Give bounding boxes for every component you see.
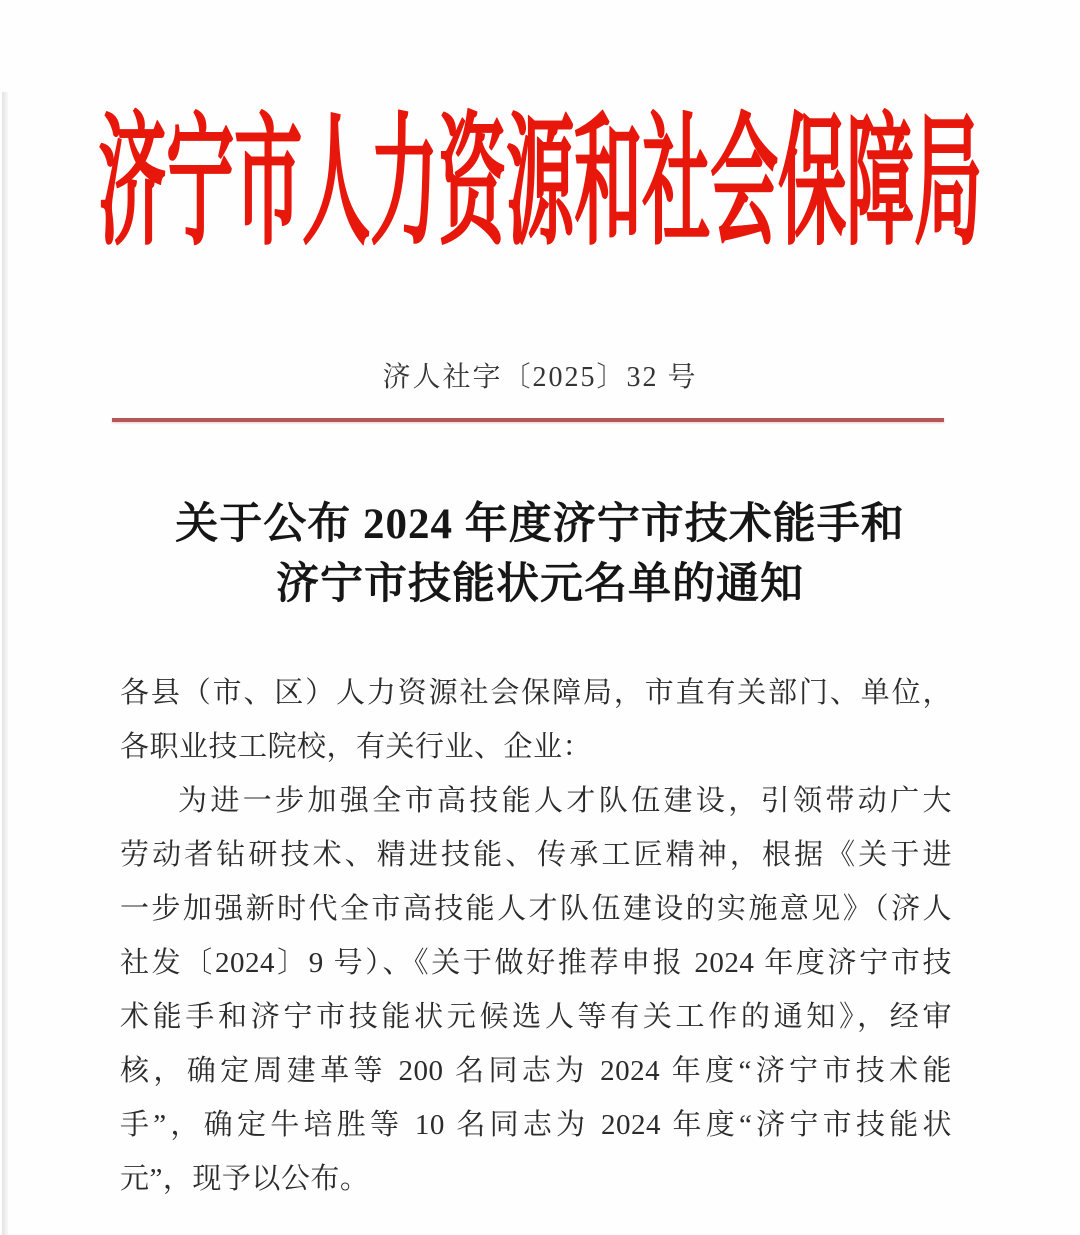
document-number: 济人社字〔2025〕32 号 [382, 362, 698, 393]
body-line: 术能手和济宁市技能状元候选人等有关工作的通知》，经审 [120, 1001, 952, 1033]
salutation-line: 各县（市、区）人力资源社会保障局，市直有关部门、单位， [120, 677, 952, 709]
document-title-line1: 关于公布 2024 年度济宁市技术能手和 [175, 501, 905, 548]
salutation-line: 各职业技工院校，有关行业、企业： [120, 731, 593, 763]
body-line: 一步加强新时代全市高技能人才队伍建设的实施意见》（济人 [120, 893, 952, 925]
document-body [120, 666, 952, 1206]
body-line: 手”，确定牛培胜等 10 名同志为 2024 年度“济宁市技能状 [120, 1109, 952, 1141]
agency-header [0, 103, 1080, 263]
body-line: 社发〔2024〕9 号）、《关于做好推荐申报 2024 年度济宁市技 [120, 947, 952, 979]
body-line: 劳动者钻研技术、精进技能、传承工匠精神，根据《关于进 [120, 839, 952, 871]
body-line: 核，确定周建革等 200 名同志为 2024 年度“济宁市技术能 [120, 1055, 952, 1087]
scan-edge-artifact [2, 92, 8, 1235]
document-title [0, 495, 1080, 615]
body-line: 为进一步加强全市高技能人才队伍建设，引领带动广大 [178, 785, 952, 817]
body-line: 元”，现予以公布。 [120, 1163, 370, 1195]
agency-name: 济宁市人力资源和社会保障局 [97, 103, 982, 263]
red-divider-line [112, 418, 944, 422]
document-title-line2: 济宁市技能状元名单的通知 [276, 561, 804, 608]
